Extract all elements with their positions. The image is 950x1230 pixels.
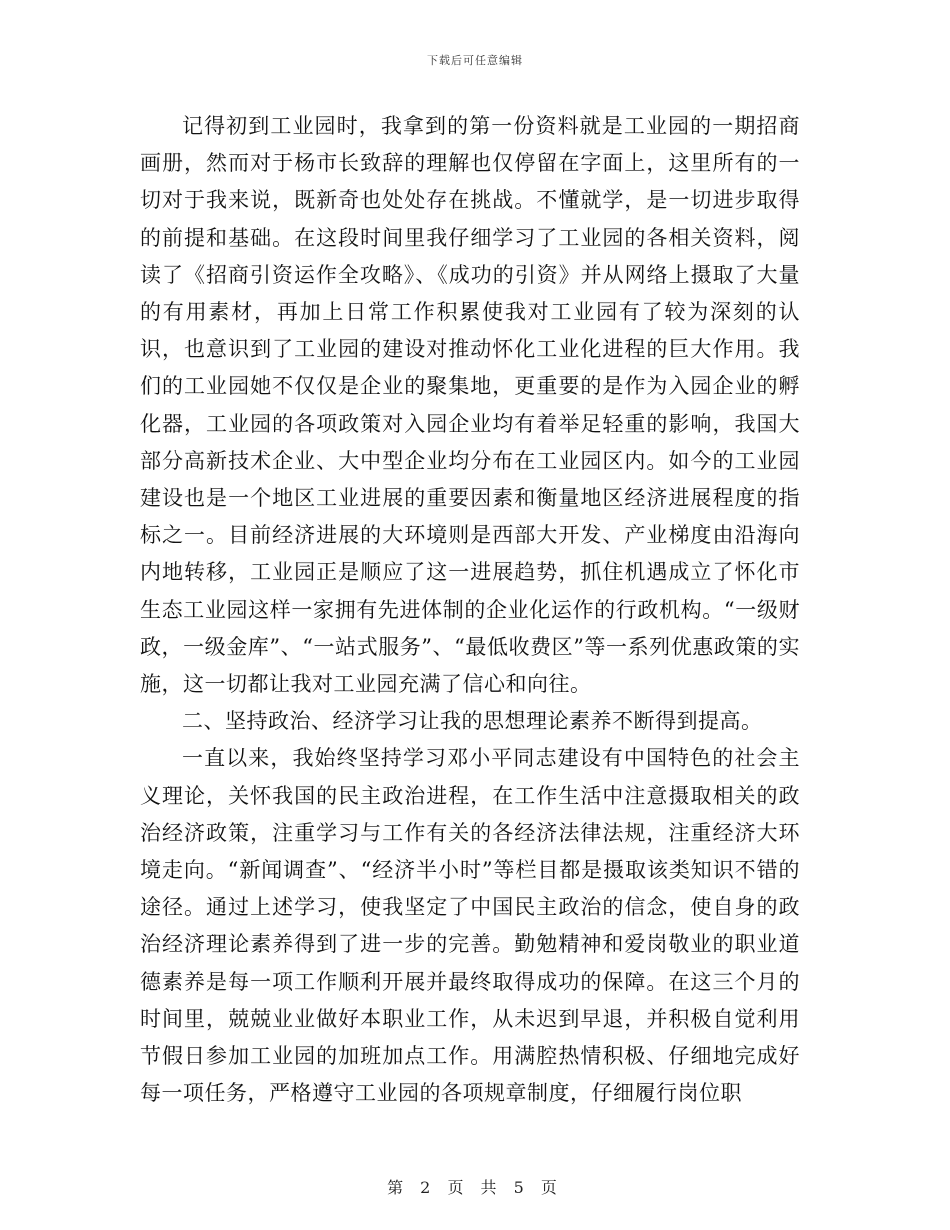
paragraph-3: 一直以来，我始终坚持学习邓小平同志建设有中国特色的社会主义理论，关怀我国的民主政治进程，在工作生活中注意摄取相关的政治经济政策，注重学习与工作有关的各经济法律法规，注重经济大环境走向。“新闻调查”、“经济半小时”等栏目都是摄取该类知识不错的途径。通过上述学习，使我坚定了中国民主政治的信念，使自身的政治经济理论素养得到了进一步的完善。勤勉精神和爱岗敬业的职业道德素养是每一项工作顺利开展并最终取得成功的保障。在这三个月的时间里，兢兢业业做好本职业工作，从未迟到早退，并积极自觉利用节假日参加工业园的加班加点工作。用满腔热情积极、仔细地完成好每一项任务，严格遵守工业园的各项规章制度，仔细履行岗位职 <box>140 746 800 1106</box>
page-header-note: 下载后可任意编辑 <box>427 54 523 67</box>
page-number: 第 2 页 共 5 页 <box>387 1178 563 1197</box>
paragraph-1: 记得初到工业园时，我拿到的第一份资料就是工业园的一期招商画册，然而对于杨市长致辞的理解也仅停留在字面上，这里所有的一切对于我来说，既新奇也处处存在挑战。不懂就学，是一切进步取得的前提和基础。在这段时间里我仔细学习了工业园的各相关资料，阅读了《招商引资运作全攻略》、《成功的引资》并从网络上摄取了大量的有用素材，再加上日常工作积累使我对工业园有了较为深刻的认识，也意识到了工业园的建设对推动怀化工业化进程的巨大作用。我们的工业园她不仅仅是企业的聚集地，更重要的是作为入园企业的孵化器，工业园的各项政策对入园企业均有着举足轻重的影响，我国大部分高新技术企业、大中型企业均分布在工业园区内。如今的工业园建设也是一个地区工业进展的重要因素和衡量地区经济进展程度的指标之一。目前经济进展的大环境则是西部大开发、产业梯度由沿海向内地转移，工业园正是顺应了这一进展趋势，抓住机遇成立了怀化市生态工业园这样一家拥有先进体制的企业化运作的行政机构。“一级财政，一级金库”、“一站式服务”、“最低收费区”等一系列优惠政策的实施，这一切都让我对工业园充满了信心和向往。 <box>140 114 800 697</box>
paragraph-2-heading: 二、坚持政治、经济学习让我的思想理论素养不断得到提高。 <box>182 709 763 734</box>
document-body <box>140 108 800 1112</box>
